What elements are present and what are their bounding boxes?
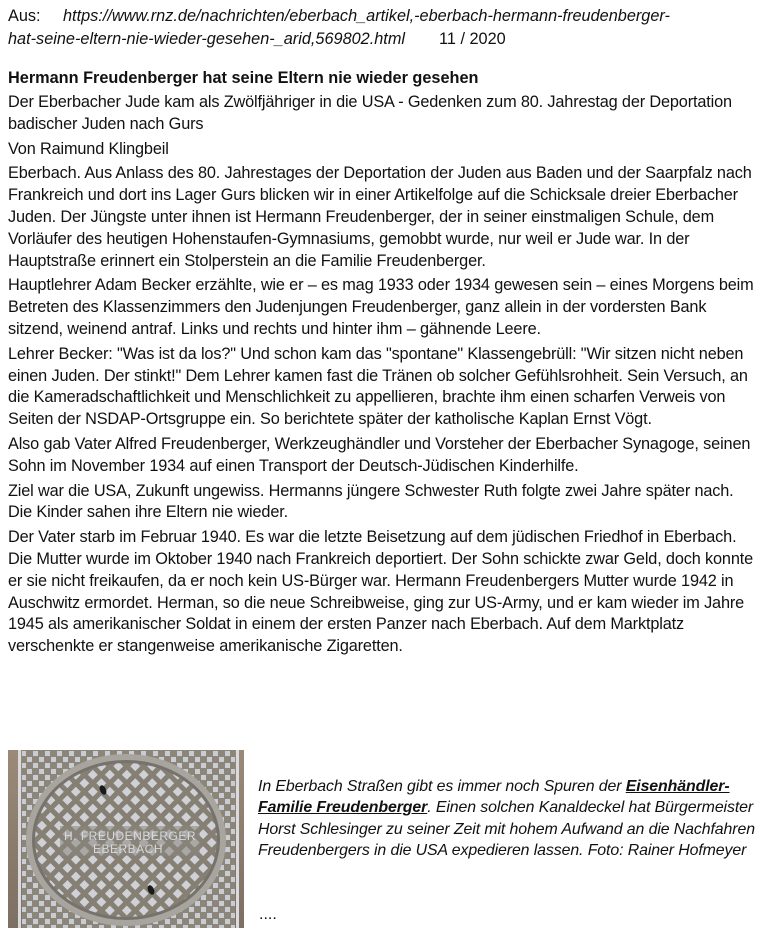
caption-emphasis: Eisenhändler-Familie Freudenberger xyxy=(258,778,730,817)
article-paragraph: Hauptlehrer Adam Becker erzählte, wie er – es mag 1933 oder 1934 gewesen sein – eines Morgens beim Betreten des Klassenzimmers den Judenjungen Freudenberger, ganz allein in der vordersten Bank sitzend, weinend antraf. Links und rechts und hinter ihm – gähnende Leere. xyxy=(8,276,754,338)
source-line-2 xyxy=(8,28,758,51)
cover-text-line-2: EBERBACH xyxy=(92,842,164,856)
continuation-ellipsis: .... xyxy=(259,906,277,923)
photo-caption xyxy=(258,776,758,861)
source-line-1 xyxy=(8,5,758,28)
cover-text-line-1: H. FREUDENBERGER xyxy=(63,829,197,843)
manhole-cover-image xyxy=(8,750,244,928)
article xyxy=(8,67,758,661)
frame-left-edge xyxy=(18,750,21,928)
article-paragraph: Eberbach. Aus Anlass des 80. Jahrestages der Deportation der Juden aus Baden und der Saarpfalz nach Frankreich und dort ins Lager Gurs blicken wir in einer Artikelfolge auf die Schicksale dreier Eberbacher Juden. Der Jüngste unter ihnen ist Hermann Freudenberger, der in seiner einstmaligen Schule, dem Vorläufer des heutigen Hohenstaufen-Gymnasiums, gemobbt wurde, nur weil er Jude war. In der Hauptstraße erinnert ein Stolperstein an die Familie Freudenberger. xyxy=(8,164,752,270)
caption-text-end: . Einen solchen Kanaldeckel hat Bürgermeister Horst Schlesinger zu seiner Zeit mit hohem Aufwand an die Nachfahren Freudenbergers in die USA expedieren lassen. Foto: Rainer Hofmeyer xyxy=(258,799,755,859)
article-title: Hermann Freudenberger hat seine Eltern nie wieder gesehen xyxy=(8,69,479,87)
article-author: Von Raimund Klingbeil xyxy=(8,139,169,158)
article-paragraph: Der Vater starb im Februar 1940. Es war die letzte Beisetzung auf dem jüdischen Friedhof in Eberbach. Die Mutter wurde im Oktober 1940 nach Frankreich deportiert. Der Sohn schickte zwar Geld, doch konnte er sie nicht freikaufen, da er noch kein US-Bürger war. Hermann Freudenbergers Mutter wurde 1942 in Auschwitz ermordet. Herman, so die neue Schreibweise, ging zur US-Army, und er kam wieder im Jahre 1945 als amerikanischer Soldat in einem der ersten Panzer nach Eberbach. Auf dem Marktplatz verschenkte er stangenweise amerikanische Zigaretten. xyxy=(8,528,753,656)
article-paragraph: Ziel war die USA, Zukunft ungewiss. Hermanns jüngere Schwester Ruth folgte zwei Jahre später nach. Die Kinder sahen ihre Eltern nie wieder. xyxy=(8,481,734,522)
source-date: 11 / 2020 xyxy=(439,30,506,48)
source-url-part-1[interactable]: https://www.rnz.de/nachrichten/eberbach_artikel,-eberbach-hermann-freudenberger- xyxy=(63,7,670,25)
frame-right-edge xyxy=(236,750,239,928)
article-subtitle: Der Eberbacher Jude kam als Zwölfjähriger in die USA - Gedenken zum 80. Jahrestag der Deportation badischer Juden nach Gurs xyxy=(8,93,732,133)
source-reference xyxy=(8,5,758,51)
article-paragraph: Also gab Vater Alfred Freudenberger, Werkzeughändler und Vorsteher der Eberbacher Synagoge, seinen Sohn im November 1934 auf einen Transport der Deutsch-Jüdischen Kinderhilfe. xyxy=(8,434,751,475)
source-label: Aus: xyxy=(8,7,41,25)
manhole-cover-photo xyxy=(8,750,244,928)
source-url-part-2[interactable]: hat-seine-eltern-nie-wieder-gesehen-_arid,569802.html xyxy=(8,30,406,48)
caption-text-start: In Eberbach Straßen gibt es immer noch Spuren der xyxy=(258,778,626,795)
article-paragraph: Lehrer Becker: "Was ist da los?" Und schon kam das "spontane" Klassengebrüll: "Wir sitzen nicht neben einen Juden. Der stinkt!" Dem Lehrer kamen fast die Tränen ob solcher Gefühlsrohheit. Sein Versuch, an die Kameradschaftlichkeit und Menschlichkeit zu appellieren, brachte ihm einen scharfen Verweis von Seiten der NSDAP-Ortsgruppe ein. So berichtete später der katholische Kaplan Ernst Vögt. xyxy=(8,344,748,429)
